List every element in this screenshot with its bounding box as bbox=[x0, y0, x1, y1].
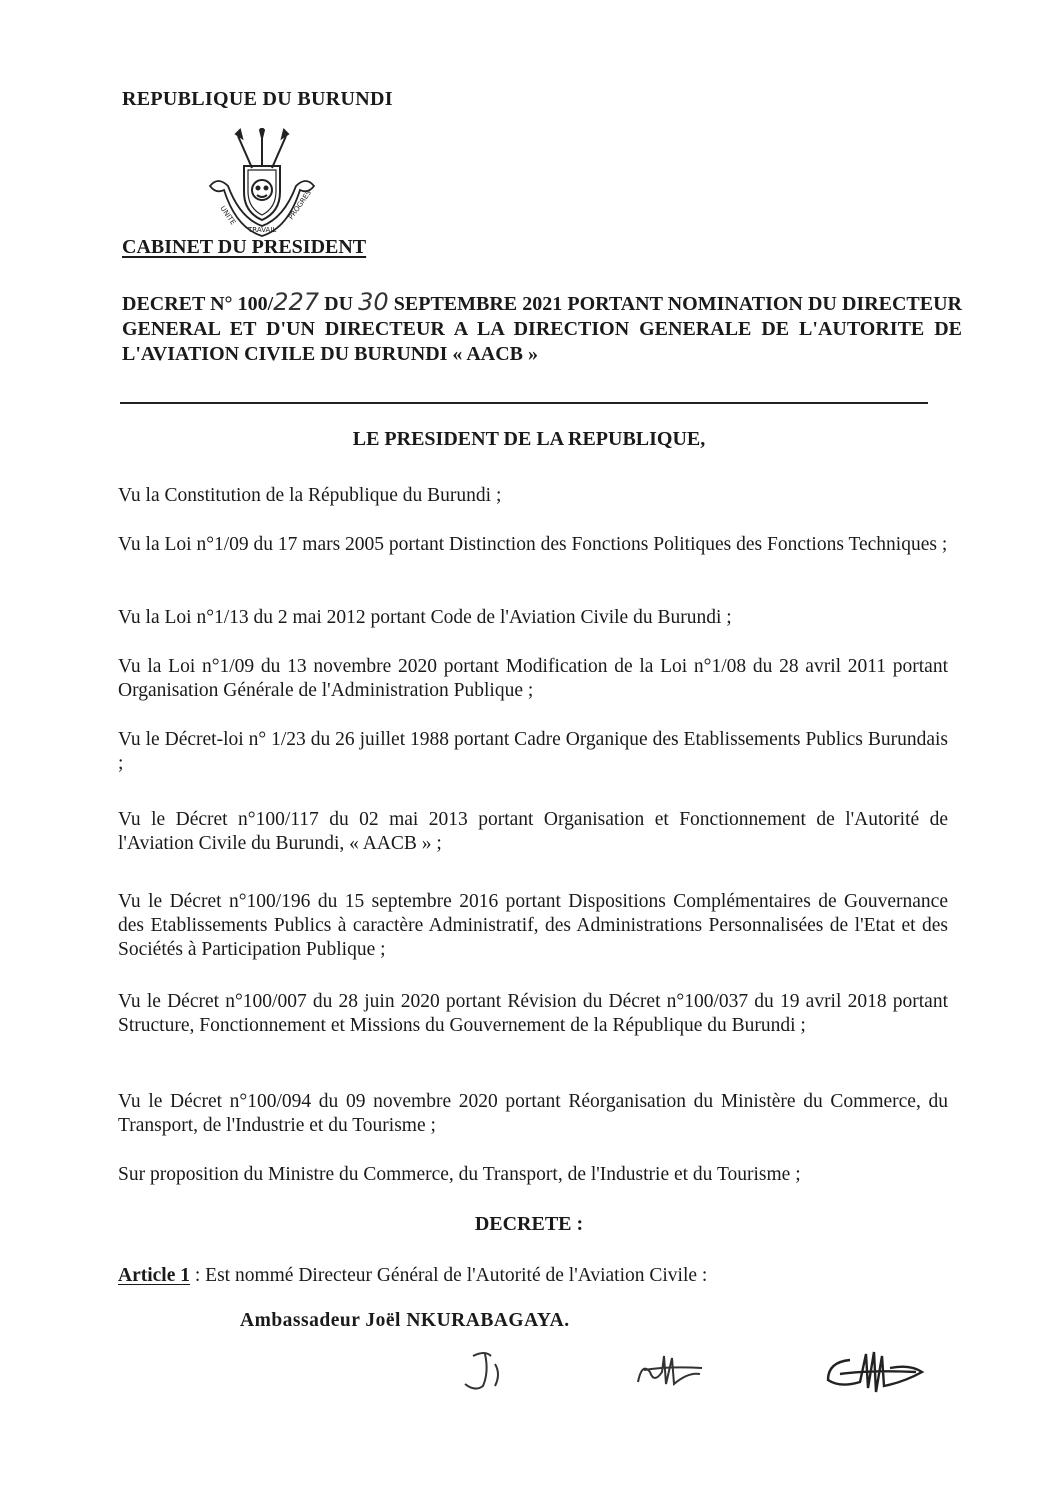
initials-signature-1 bbox=[455, 1342, 515, 1402]
decree-day-handwritten: 30 bbox=[358, 288, 389, 316]
recital-paragraph: Vu le Décret n°100/094 du 09 novembre 2020 portant Réorganisation du Ministère du Commerce, du Transport, de l'Industrie et du Tourisme ; bbox=[118, 1091, 948, 1136]
recital-paragraph: Vu le Décret n°100/196 du 15 septembre 2016 portant Dispositions Complémentaires de Gouvernance des Etablissements Publics à caractère Administratif, des Administrations Personnalisées de l'Etat et des Sociétés à Participation Publique ; bbox=[118, 891, 948, 960]
decree-prefix: DECRET N° 100/ bbox=[122, 293, 274, 315]
svg-text:UNITE: UNITE bbox=[218, 204, 238, 227]
svg-text:PROGRES: PROGRES bbox=[287, 188, 313, 222]
office-heading: CABINET DU PRESIDENT bbox=[122, 236, 367, 258]
decree-title-rest: SEPTEMBRE 2021 PORTANT NOMINATION DU DIRECTEUR GENERAL ET D'UN DIRECTEUR A LA DIRECTION GENERALE DE L'AUTORITE DE L'AVIATION CIVILE DU BURUNDI « AACB » bbox=[122, 293, 962, 365]
country-heading: REPUBLIQUE DU BURUNDI bbox=[122, 88, 393, 110]
recital-paragraph: Vu le Décret n°100/117 du 02 mai 2013 portant Organisation et Fonctionnement de l'Autorité de l'Aviation Civile du Burundi, « AACB » ; bbox=[118, 809, 948, 854]
decree-du: DU bbox=[319, 293, 359, 315]
article-1-text: : Est nommé Directeur Général de l'Autorité de l'Aviation Civile : bbox=[190, 1265, 708, 1286]
appointee-name: Ambassadeur Joël NKURABAGAYA. bbox=[240, 1310, 570, 1331]
decrete-heading: DECRETE : bbox=[474, 1213, 584, 1235]
coat-of-arms-emblem bbox=[200, 128, 325, 243]
recital-paragraph: Vu la Constitution de la République du Burundi ; bbox=[118, 485, 502, 506]
initials-signature-3 bbox=[820, 1342, 930, 1402]
decree-number-handwritten: 227 bbox=[273, 288, 320, 316]
article-1 bbox=[118, 1264, 948, 1288]
article-1-label: Article 1 bbox=[118, 1265, 191, 1286]
authority-heading: LE PRESIDENT DE LA REPUBLIQUE, bbox=[352, 428, 706, 450]
svg-text:TRAVAIL: TRAVAIL bbox=[248, 226, 277, 234]
recital-paragraph: Vu la Loi n°1/09 du 17 mars 2005 portant Distinction des Fonctions Politiques des Fonctions Techniques ; bbox=[118, 534, 948, 555]
decree-title bbox=[122, 290, 962, 367]
recital-paragraph: Vu la Loi n°1/09 du 13 novembre 2020 portant Modification de la Loi n°1/08 du 28 avril 2011 portant Organisation Générale de l'Administration Publique ; bbox=[118, 656, 948, 701]
recital-paragraph: Vu la Loi n°1/13 du 2 mai 2012 portant Code de l'Aviation Civile du Burundi ; bbox=[118, 607, 732, 628]
recital-paragraph: Vu le Décret n°100/007 du 28 juin 2020 portant Révision du Décret n°100/037 du 19 avril 2018 portant Structure, Fonctionnement et Missions du Gouvernement de la République du Burundi ; bbox=[118, 991, 948, 1036]
initials-signature-2 bbox=[628, 1342, 708, 1402]
recital-paragraph: Vu le Décret-loi n° 1/23 du 26 juillet 1988 portant Cadre Organique des Etablissements Publics Burundais ; bbox=[118, 729, 948, 774]
recital-paragraph: Sur proposition du Ministre du Commerce, du Transport, de l'Industrie et du Tourisme ; bbox=[118, 1164, 801, 1185]
title-separator bbox=[120, 402, 928, 404]
